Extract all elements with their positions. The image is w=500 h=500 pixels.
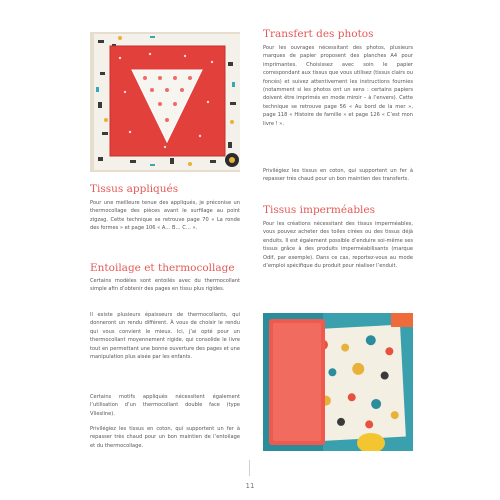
paragraph-transfert-2: Privilégiez les tissus en coton, qui supportent un fer à repasser très chaud pour un bon maintien des transferts. [263, 168, 413, 183]
waterproof-fabric-illustration [263, 313, 413, 451]
paragraph-entoilage-3: Certains motifs appliqués nécessitent également l’utilisation d’un thermocollant double face (type Vliesline). [90, 394, 240, 417]
paragraph-entoilage-2: Il existe plusieurs épaisseurs de thermocollants, qui donneront un rendu différent. À vous de choisir le rendu qui vous convient le mieux. Ici, j’ai opté pour un thermocollant moyennement rigide, qui consolide le livre tout en permettant une bonne ouverture des pages et une manipulation plus aisée par les enfants. [90, 312, 240, 361]
paragraph-entoilage-4: Privilégiez les tissus en coton, qui supportent un fer à repasser très chaud pour un bon maintien de l’entoilage et du thermocollage. [90, 426, 240, 449]
paragraph-applies: Pour une meilleure tenue des appliqués, je préconise un thermocollage des pièces avant le surfilage au point zigzag. Cette technique se retrouve page 70 « La ronde des formes » et page 106 « A… B… C… ». [90, 200, 240, 232]
paragraph-transfert-1: Pour les ouvrages nécessitant des photos, plusieurs marques de papier proposent des planches A4 pour imprimantes. Choisissez avec soin le papier correspondant aux tissus que vous utilisez (tissus clairs ou foncés) et suivez attentivement les instructions fournies (notamment si les photos ont un sens : certains papiers doivent être imprimés en mode miroir – à l’envers). Cette technique se retrouve page 56 « Au bord de la mer », page 118 « Histoire de famille » et page 126 « C’est mon livre ! ». [263, 45, 413, 127]
paragraph-entoilage-1: Certains modèles sont entoilés avec du thermocollant simple afin d’obtenir des pages en tissu plus rigides. [90, 278, 240, 293]
waterproof-fabric-photo [263, 313, 413, 451]
fabric-book-illustration [90, 32, 240, 172]
section-title-impermeables: Tissus imperméables [263, 204, 376, 216]
page-number: 11 [245, 482, 255, 490]
page-number-divider [249, 460, 250, 476]
section-title-applies: Tissus appliqués [90, 183, 179, 195]
section-title-entoilage: Entoilage et thermocollage [90, 262, 235, 274]
section-title-transfert: Transfert des photos [263, 28, 374, 40]
paragraph-impermeables: Pour les créations nécessitant des tissus imperméables, vous pouvez acheter des toiles cirées ou des tissus déjà enduits. Il est également possible d’enduire soi-même ses tissus grâce à des produits imperméabilisants (marque Odif, par exemple). Dans ce cas, reportez-vous au mode d’emploi spécifique du produit pour réaliser l’enduit. [263, 221, 413, 270]
fabric-book-photo [90, 32, 240, 172]
